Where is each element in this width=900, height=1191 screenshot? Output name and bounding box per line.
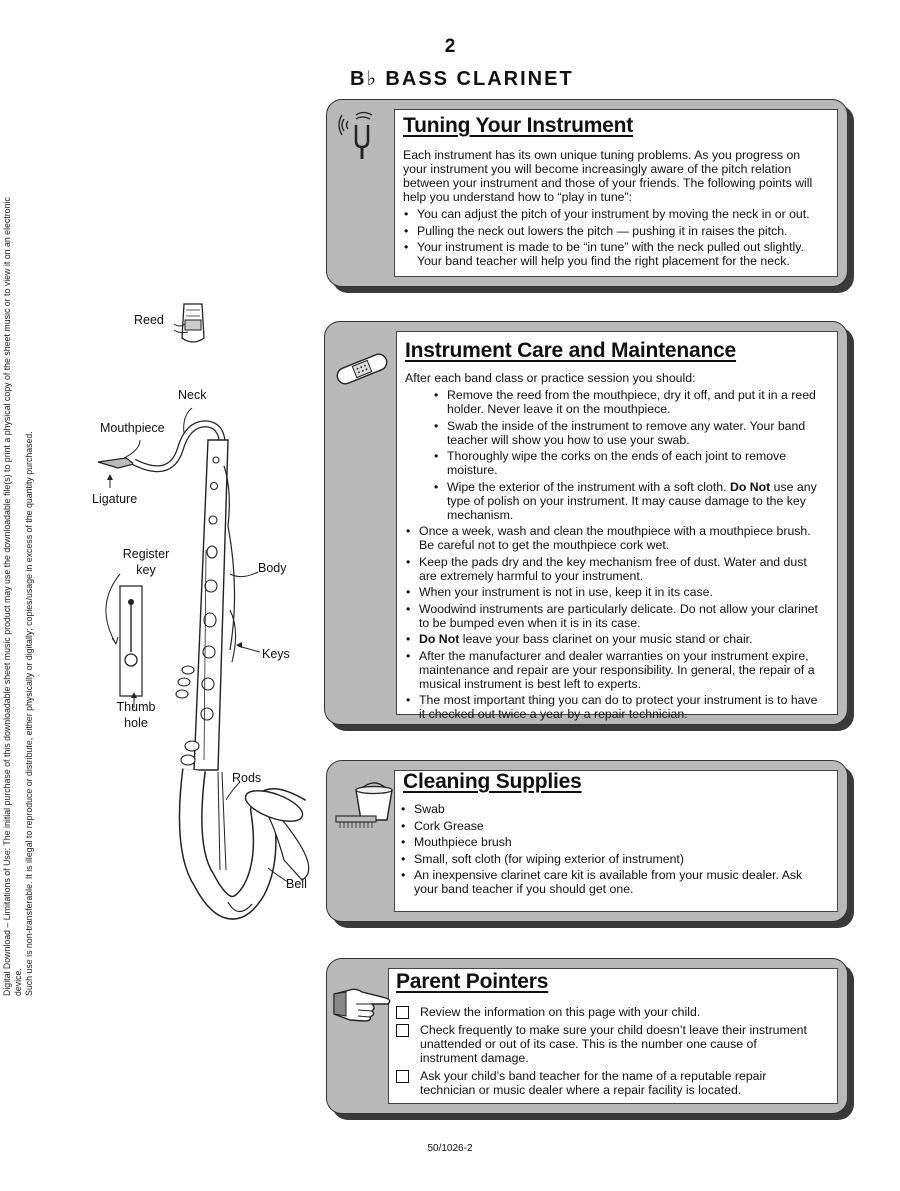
list-item: • Swab the inside of the instrument to remove any water. Your band teacher will show you how to use your swab. [433,419,825,447]
list-item: • Your instrument is made to be “in tune” with the neck pulled out slightly. Your band teacher will help you find the right placement for the neck. [403,240,823,268]
care-heading: Instrument Care and Maintenance [405,339,737,362]
list-item: • Once a week, wash and clean the mouthpiece with a mouthpiece brush. Be careful not to get the mouthpiece cork wet. [405,524,825,552]
list-item: • Thoroughly wipe the corks on the ends of each joint to remove moisture. [433,449,825,477]
care-panel [324,321,848,725]
checklist-item: Review the information on this page with your child. [394,1005,814,1019]
bass-clarinet-diagram [80,290,330,970]
list-item: • Keep the pads dry and the key mechanism free of dust. Water and dust are extremely harmful to your instrument. [405,555,825,583]
page-footer-code: 50/1026-2 [427,1143,473,1154]
wipe-text-post: use any type of polish on your instrument. It may cause damage to the key mechanism. [447,479,817,522]
list-item [433,480,825,522]
list-item: • Mouthpiece brush [400,835,820,849]
list-item: • Cork Grease [400,819,820,833]
reed-label: Reed [134,313,164,327]
donot-text-post: leave your bass clarinet on your music stand or chair. [459,632,753,646]
parent-heading: Parent Pointers [396,970,549,993]
body-label: Body [258,561,287,575]
checklist-item: Ask your child’s band teacher for the name of a reputable repair technician or music dealer where a repair facility is located. [394,1069,814,1097]
cleaning-heading: Cleaning Supplies [403,770,582,793]
tuning-heading: Tuning Your Instrument [403,114,634,137]
parent-checklist [394,1005,814,1097]
care-body [405,371,825,724]
ligature-label: Ligature [92,492,138,506]
page-number: 2 [444,36,456,57]
bucket-brush-icon [332,776,400,830]
neck-label: Neck [178,388,207,402]
pointing-hand-icon [332,984,398,1024]
cleaning-list [400,802,820,896]
list-item: • Woodwind instruments are particularly delicate. Do not allow your clarinet to be bumped even when it is in its case. [405,602,825,630]
list-item: • You can adjust the pitch of your instrument by moving the neck in or out. [403,207,823,221]
parent-panel [326,958,848,1114]
list-item: • Pulling the neck out lowers the pitch — pushing it in raises the pitch. [403,224,823,238]
list-item: • An inexpensive clarinet care kit is available from your music dealer. Ask your band teacher if you should get one. [400,868,820,896]
side-notice-line-2: Such use is non-transferable. It is illegal to reproduce or distribute, either physically or digitally; copies/usage in excess of the quantity purchased. [24,431,34,996]
bandage-icon [332,351,392,387]
list-item: • Remove the reed from the mouthpiece, dry it off, and put it in a reed holder. Never leave it on the mouthpiece. [433,388,825,416]
checklist-item: Check frequently to make sure your child doesn’t leave their instrument unattended or out of its case. This is the number one cause of instrument damage. [394,1023,814,1065]
mouthpiece-label: Mouthpiece [100,421,165,435]
list-item: • After the manufacturer and dealer warranties on your instrument expire, maintenance and repair are your responsibility. In general, the repair of a musical instrument is best left to experts. [405,649,825,691]
register-key-label: Register key [122,547,170,577]
list-item: • The most important thing you can do to protect your instrument is to have it checked out twice a year by a repair technician. [405,693,825,721]
parent-body [394,1005,814,1101]
list-item: • Small, soft cloth (for wiping exterior of instrument) [400,852,820,866]
tuning-intro: Each instrument has its own unique tuning problems. As you progress on your instrument you will become increasingly aware of the pitch relation between your instrument and those of your friends. The following points will help you understand how to “play in tune”: [403,148,813,204]
cleaning-panel [326,760,848,922]
tuning-fork-icon [338,111,382,161]
tuning-list [403,207,823,268]
donot-text-bold: Do Not [419,632,460,646]
tuning-body [403,148,823,271]
page-title: B♭ BASS CLARINET [350,68,574,90]
care-intro: After each band class or practice session you should: [405,371,696,385]
list-item: • Swab [400,802,820,816]
list-item: • When your instrument is not in use, keep it in its case. [405,585,825,599]
thumb-hole-label: Thumb hole [116,700,156,730]
list-item [405,632,825,646]
side-notice [2,176,35,996]
wipe-text-bold: Do Not [729,479,771,494]
reed-detail-drawing [174,304,204,342]
side-notice-line-1: Digital Download – Limitations of Use: The initial purchase of this downloadable sheet music product may use the downloadable file(s) to print a physical copy of the sheet music or to view it on an electronic device. [2,197,23,996]
tuning-panel [326,99,848,287]
cleaning-body [400,802,820,899]
keys-label: Keys [262,647,290,661]
rods-label: Rods [232,771,262,785]
bell-label: Bell [286,877,307,891]
care-list [405,388,825,721]
wipe-text-pre: Wipe the exterior of the instrument with a soft cloth. [447,479,730,494]
